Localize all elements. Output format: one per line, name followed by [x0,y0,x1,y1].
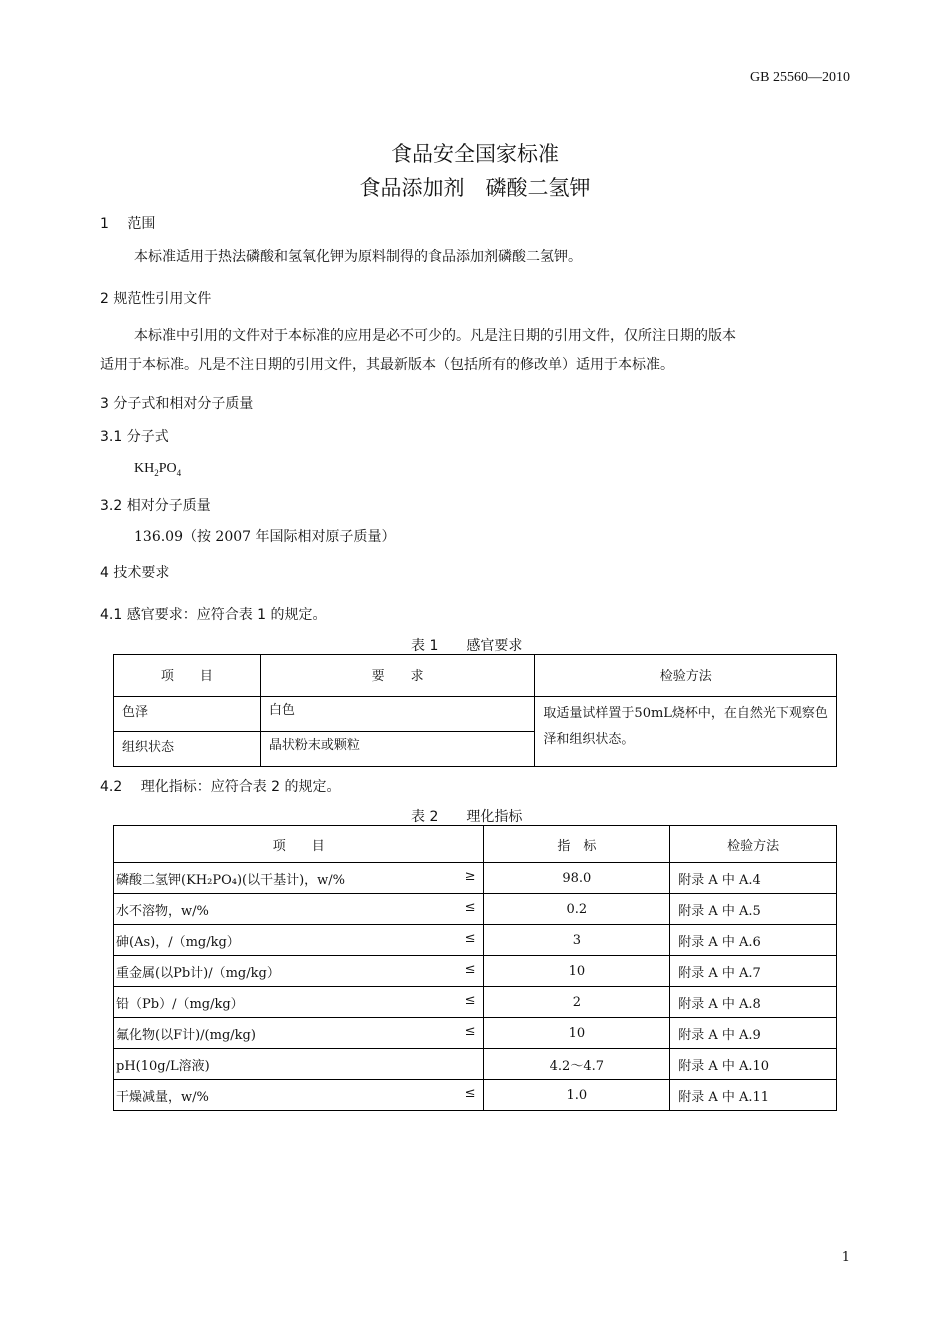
table-cell: 白色 [260,697,535,732]
section-1-heading: 1 范围 [100,216,156,232]
table-cell: 附录 A 中 A.6 [670,925,837,956]
table-row: 铅（Pb）/（mg/kg） ≤ [114,987,484,1018]
table-cell: 附录 A 中 A.10 [670,1049,837,1080]
table-2-header-method: 检验方法 [670,826,837,863]
document-title: 食品安全国家标准 [391,142,559,166]
table-row: 氟化物(以F计)/(mg/kg) ≤ [114,1018,484,1049]
section-4-1-heading: 4.1 感官要求：应符合表 1 的规定。 [100,607,327,623]
document-subtitle: 食品添加剂 磷酸二氢钾 [359,176,591,200]
table-cell: 1.0 [484,1080,670,1111]
table-cell: 10 [484,1018,670,1049]
table-row: 磷酸二氢钾(KH₂PO₄)(以干基计)，w/% ≥ [114,863,484,894]
section-4-heading: 4 技术要求 [100,565,170,581]
table-cell: 10 [484,956,670,987]
section-3-1-heading: 3.1 分子式 [100,429,169,445]
table-cell: 附录 A 中 A.11 [670,1080,837,1111]
physicochemical-table [113,825,837,1111]
table-1-header-method: 检验方法 [535,655,837,697]
table-2-header-value: 指 标 [484,826,670,863]
table-1-header-item: 项 目 [114,655,261,697]
table-cell: 2 [484,987,670,1018]
section-2-text-line2: 适用于本标准。凡是不注日期的引用文件，其最新版本（包括所有的修改单）适用于本标准。 [100,357,674,373]
table-row: 组织状态 [114,732,261,767]
standard-number: GB 25560—2010 [750,70,850,85]
section-2-text-line1: 本标准中引用的文件对于本标准的应用是必不可少的。凡是注日期的引用文件，仅所注日期的版本 [134,328,736,344]
section-2-heading: 2 规范性引用文件 [100,291,212,307]
table-cell: 附录 A 中 A.5 [670,894,837,925]
section-4-2-heading: 4.2 理化指标：应符合表 2 的规定。 [100,779,341,795]
section-3-heading: 3 分子式和相对分子质量 [100,396,254,412]
table-row: 干燥减量，w/% ≤ [114,1080,484,1111]
table-1-method: 取适量试样置于50mL烧杯中，在自然光下观察色泽和组织状态。 [535,697,837,767]
table-cell: 3 [484,925,670,956]
molecular-mass: 136.09（按 2007 年国际相对原子质量） [134,529,396,545]
table-cell: 附录 A 中 A.7 [670,956,837,987]
table-cell: 附录 A 中 A.4 [670,863,837,894]
table-row: pH(10g/L溶液) [114,1049,484,1080]
table-1-caption: 表 1 感官要求 [411,638,523,654]
table-row: 水不溶物，w/% ≤ [114,894,484,925]
section-1-text: 本标准适用于热法磷酸和氢氧化钾为原料制得的食品添加剂磷酸二氢钾。 [134,249,582,265]
table-cell: 附录 A 中 A.9 [670,1018,837,1049]
table-cell: 4.2～4.7 [484,1049,670,1080]
table-1-header-requirement: 要 求 [260,655,535,697]
table-cell: 98.0 [484,863,670,894]
table-row: 色泽 [114,697,261,732]
table-cell: 0.2 [484,894,670,925]
section-3-2-heading: 3.2 相对分子质量 [100,498,211,514]
table-row: 砷(As)，/（mg/kg） ≤ [114,925,484,956]
table-row: 重金属(以Pb计)/（mg/kg） ≤ [114,956,484,987]
molecular-formula: $KH_2PO_4$ [134,461,182,478]
table-2-caption: 表 2 理化指标 [411,809,523,825]
page-number: 1 [841,1250,850,1265]
table-2-header-item: 项 目 [114,826,484,863]
table-cell: 晶状粉末或颗粒 [260,732,535,767]
sensory-table [113,654,837,767]
table-cell: 附录 A 中 A.8 [670,987,837,1018]
